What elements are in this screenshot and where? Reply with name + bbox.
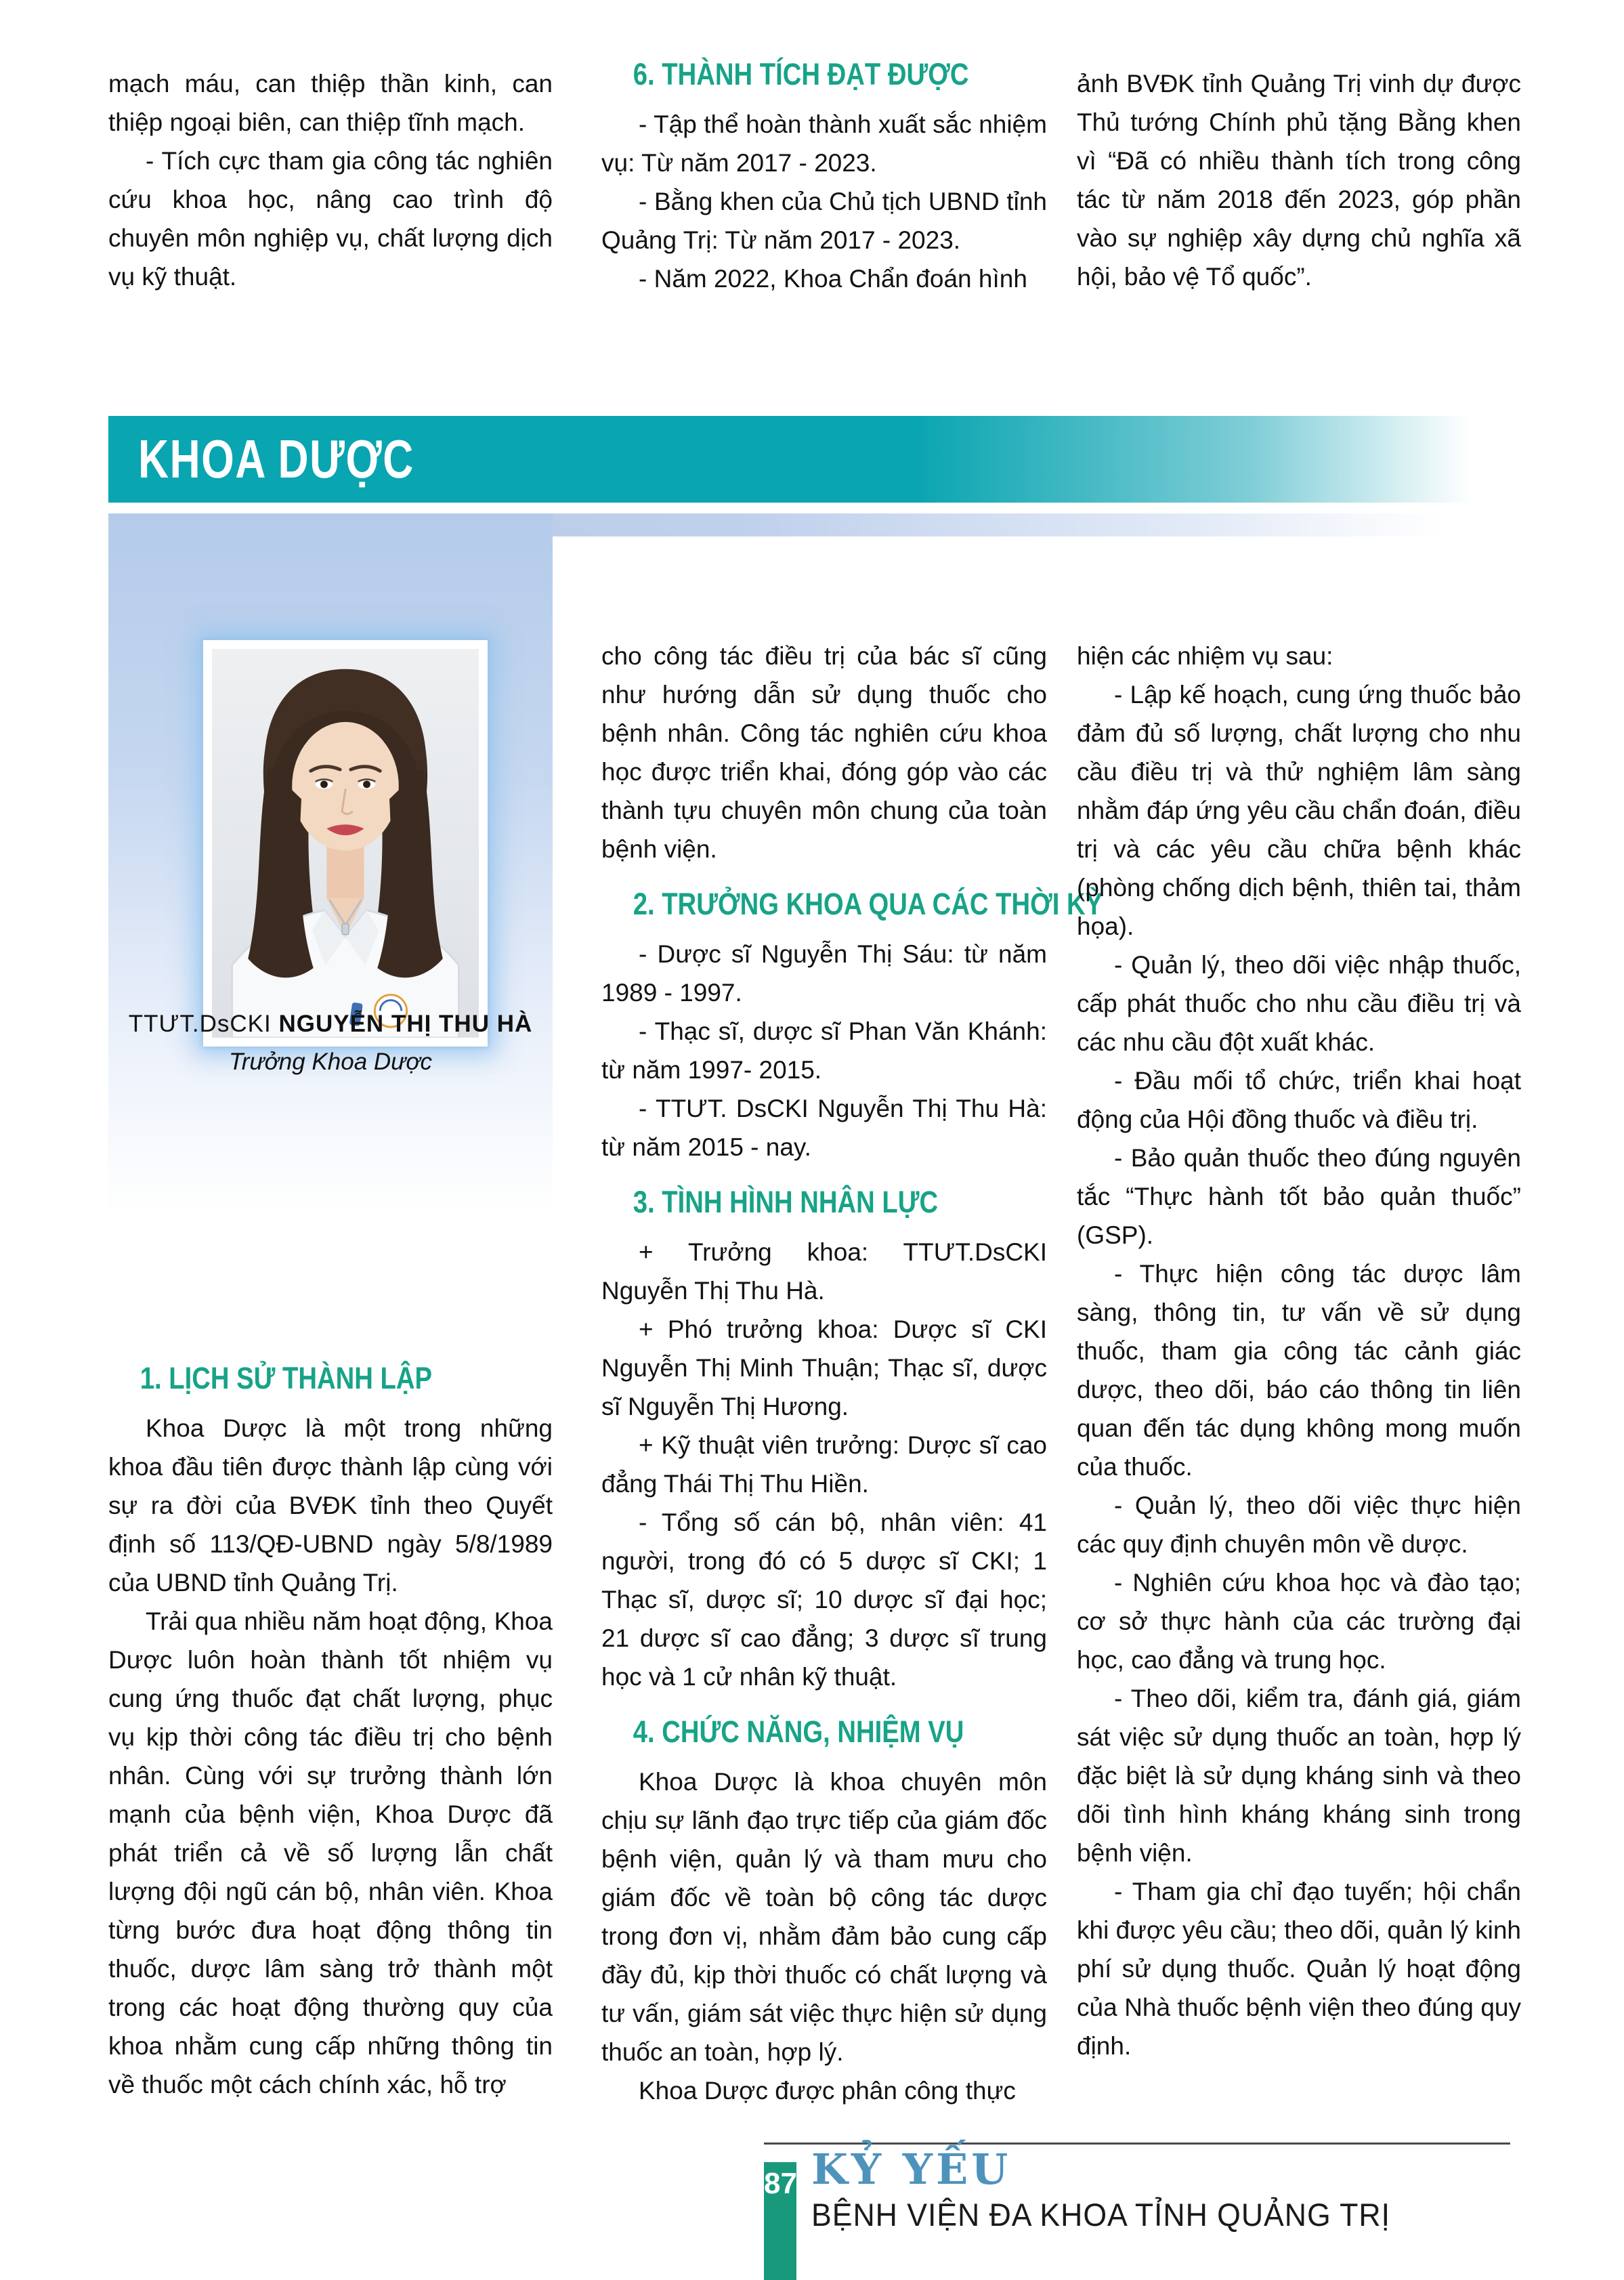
paragraph: Khoa Dược là khoa chuyên môn chịu sự lãnh đạo trực tiếp của giám đốc bệnh viện, quản lý và tham mưu cho giám đốc về toàn bộ công tác dược trong đơn vị, nhằm đảm bảo cung cấp đầy đủ, kịp thời thuốc có chất lượng và tư vấn, giám sát việc thực hiện sử dụng thuốc an toàn, hợp lý. <box>601 1768 1047 2066</box>
main-column-3 <box>1077 637 1521 2065</box>
paragraph: - Nghiên cứu khoa học và đào tạo; cơ sở thực hành của các trường đại học, cao đẳng và trung học. <box>1077 1569 1521 1674</box>
paragraph: + Phó trưởng khoa: Dược sĩ CKI Nguyễn Thị Minh Thuận; Thạc sĩ, dược sĩ Nguyễn Thị Hương. <box>601 1315 1047 1420</box>
main-column-1 <box>108 1360 553 2104</box>
portrait-photo-frame <box>203 640 488 1047</box>
paragraph: - Theo dõi, kiểm tra, đánh giá, giám sát việc sử dụng thuốc an toàn, hợp lý đặc biệt là sử dụng kháng sinh và theo dõi tình hình kháng kháng sinh trong bệnh viện. <box>1077 1685 1521 1867</box>
department-banner <box>108 416 1498 503</box>
paragraph: - Lập kế hoạch, cung ứng thuốc bảo đảm đủ số lượng, chất lượng cho nhu cầu điều trị và thử nghiệm lâm sàng nhằm đáp ứng yêu cầu chẩn đoán, điều trị và các yêu cầu chữa bệnh khác (phòng chống dịch bệnh, thiên tai, thảm họa). <box>1077 681 1521 940</box>
paragraph: hiện các nhiệm vụ sau: <box>1077 642 1333 670</box>
caption-person-name: NGUYỄN THỊ THU HÀ <box>278 1011 533 1037</box>
caption-role: Trưởng Khoa Dược <box>228 1049 432 1075</box>
paragraph: - TTƯT. DsCKI Nguyễn Thị Thu Hà: từ năm 2015 - nay. <box>601 1095 1047 1161</box>
footer-book-title: KỶ YẾU <box>811 2145 1012 2194</box>
portrait-caption-name-line <box>108 1011 553 1038</box>
paragraph: - Quản lý, theo dõi việc nhập thuốc, cấp phát thuốc cho nhu cầu điều trị và các nhu cầu đột xuất khác. <box>1077 951 1521 1056</box>
section-heading-functions: 4. CHỨC NĂNG, NHIỆM VỤ <box>633 1714 964 1749</box>
section-heading-heads: 2. TRƯỞNG KHOA QUA CÁC THỜI KỲ <box>633 887 1103 921</box>
department-banner-title: KHOA DƯỢC <box>138 429 414 489</box>
section-heading-staff: 3. TÌNH HÌNH NHÂN LỰC <box>633 1185 939 1219</box>
paragraph: - Quản lý, theo dõi việc thực hiện các quy định chuyên môn về dược. <box>1077 1492 1521 1558</box>
paragraph: - Thạc sĩ, dược sĩ Phan Văn Khánh: từ năm 1997- 2015. <box>601 1017 1047 1084</box>
page-number-badge: 87 <box>764 2162 796 2280</box>
main-column-2 <box>601 637 1103 2110</box>
paragraph: - Tham gia chỉ đạo tuyến; hội chẩn khi được yêu cầu; theo dõi, quản lý kinh phí sử dụng thuốc. Quản lý hoạt động của Nhà thuốc bệnh viện theo đúng quy định. <box>1077 1878 1521 2060</box>
top-column-3 <box>1077 64 1521 296</box>
iris-left <box>320 780 328 788</box>
necklace-pendant <box>342 924 349 935</box>
paragraph: + Trưởng khoa: TTƯT.DsCKI Nguyễn Thị Thu Hà. <box>601 1238 1047 1305</box>
caption-title-prefix: TTƯT.DsCKI <box>128 1011 272 1037</box>
paragraph: - Bằng khen của Chủ tịch UBND tỉnh Quảng Trị: Từ năm 2017 - 2023. <box>601 188 1047 254</box>
paragraph: cho công tác điều trị của bác sĩ cũng như hướng dẫn sử dụng thuốc cho bệnh nhân. Công tác nghiên cứu khoa học được triển khai, đóng góp vào các thành tựu chuyên môn chung của toàn bệnh viện. <box>601 642 1047 863</box>
top-column-2 <box>601 56 1047 298</box>
paragraph: - Bảo quản thuốc theo đúng nguyên tắc “Thực hành tốt bảo quản thuốc” (GSP). <box>1077 1144 1521 1249</box>
paragraph: Khoa Dược là một trong những khoa đầu tiên được thành lập cùng với sự ra đời của BVĐK tỉnh theo Quyết định số 113/QĐ-UBND ngày 5/8/1989 của UBND tỉnh Quảng Trị. <box>108 1414 553 1597</box>
paragraph: - Tập thể hoàn thành xuất sắc nhiệm vụ: Từ năm 2017 - 2023. <box>601 110 1047 177</box>
iris-right <box>363 780 370 788</box>
paragraph: - Tổng số cán bộ, nhân viên: 41 người, trong đó có 5 dược sĩ CKI; 1 Thạc sĩ, dược sĩ; 10 dược sĩ đại học; 21 dược sĩ cao đẳng; 3 dược sĩ trung học và 1 cử nhân kỹ thuật. <box>601 1508 1047 1691</box>
portrait-photo <box>212 649 479 1038</box>
top-column-1 <box>108 64 553 296</box>
footer-book-subtitle: BỆNH VIỆN ĐA KHOA TỈNH QUẢNG TRỊ <box>811 2197 1390 2233</box>
paragraph: - Năm 2022, Khoa Chẩn đoán hình <box>639 265 1027 293</box>
portrait-caption <box>108 1011 553 1076</box>
paragraph: mạch máu, can thiệp thần kinh, can thiệp ngoại biên, can thiệp tĩnh mạch. <box>108 70 553 136</box>
paragraph: Khoa Dược được phân công thực <box>639 2077 1016 2105</box>
paragraph: - Dược sĩ Nguyễn Thị Sáu: từ năm 1989 - 1997. <box>601 940 1047 1007</box>
paragraph: ảnh BVĐK tỉnh Quảng Trị vinh dự được Thủ tướng Chính phủ tặng Bằng khen vì “Đã có nhiều thành tích trong công tác từ năm 2018 đến 2023, góp phần vào sự nghiệp xây dựng chủ nghĩa xã hội, bảo vệ Tổ quốc”. <box>1077 70 1521 291</box>
paragraph: - Thực hiện công tác dược lâm sàng, thông tin, tư vấn về sử dụng thuốc, tham gia công tác cảnh giác dược, theo dõi, báo cáo thông tin liên quan đến tác dụng không mong muốn của thuốc. <box>1077 1260 1521 1481</box>
section-heading-history: 1. LỊCH SỬ THÀNH LẬP <box>140 1361 433 1395</box>
paragraph: + Kỹ thuật viên trưởng: Dược sĩ cao đẳng Thái Thị Thu Hiền. <box>601 1431 1047 1498</box>
paragraph: - Tích cực tham gia công tác nghiên cứu khoa học, nâng cao trình độ chuyên môn nghiệp vụ, chất lượng dịch vụ kỹ thuật. <box>108 147 553 291</box>
paragraph: - Đầu mối tổ chức, triển khai hoạt động của Hội đồng thuốc và điều trị. <box>1077 1067 1521 1133</box>
section-heading-achievements: 6. THÀNH TÍCH ĐẠT ĐƯỢC <box>633 57 969 91</box>
paragraph: Trải qua nhiều năm hoạt động, Khoa Dược luôn hoàn thành tốt nhiệm vụ cung ứng thuốc đạt chất lượng, phục vụ kịp thời công tác điều trị cho bệnh nhân. Cùng với sự trưởng thành lớn mạnh của bệnh viện, Khoa Dược đã phát triển cả về số lượng lẫn chất lượng đội ngũ cán bộ, nhân viên. Khoa từng bước đưa hoạt động thông tin thuốc, dược lâm sàng trở thành một trong các hoạt động thường quy của khoa nhằm cung cấp những thông tin về thuốc một cách chính xác, hỗ trợ <box>108 1607 553 2098</box>
